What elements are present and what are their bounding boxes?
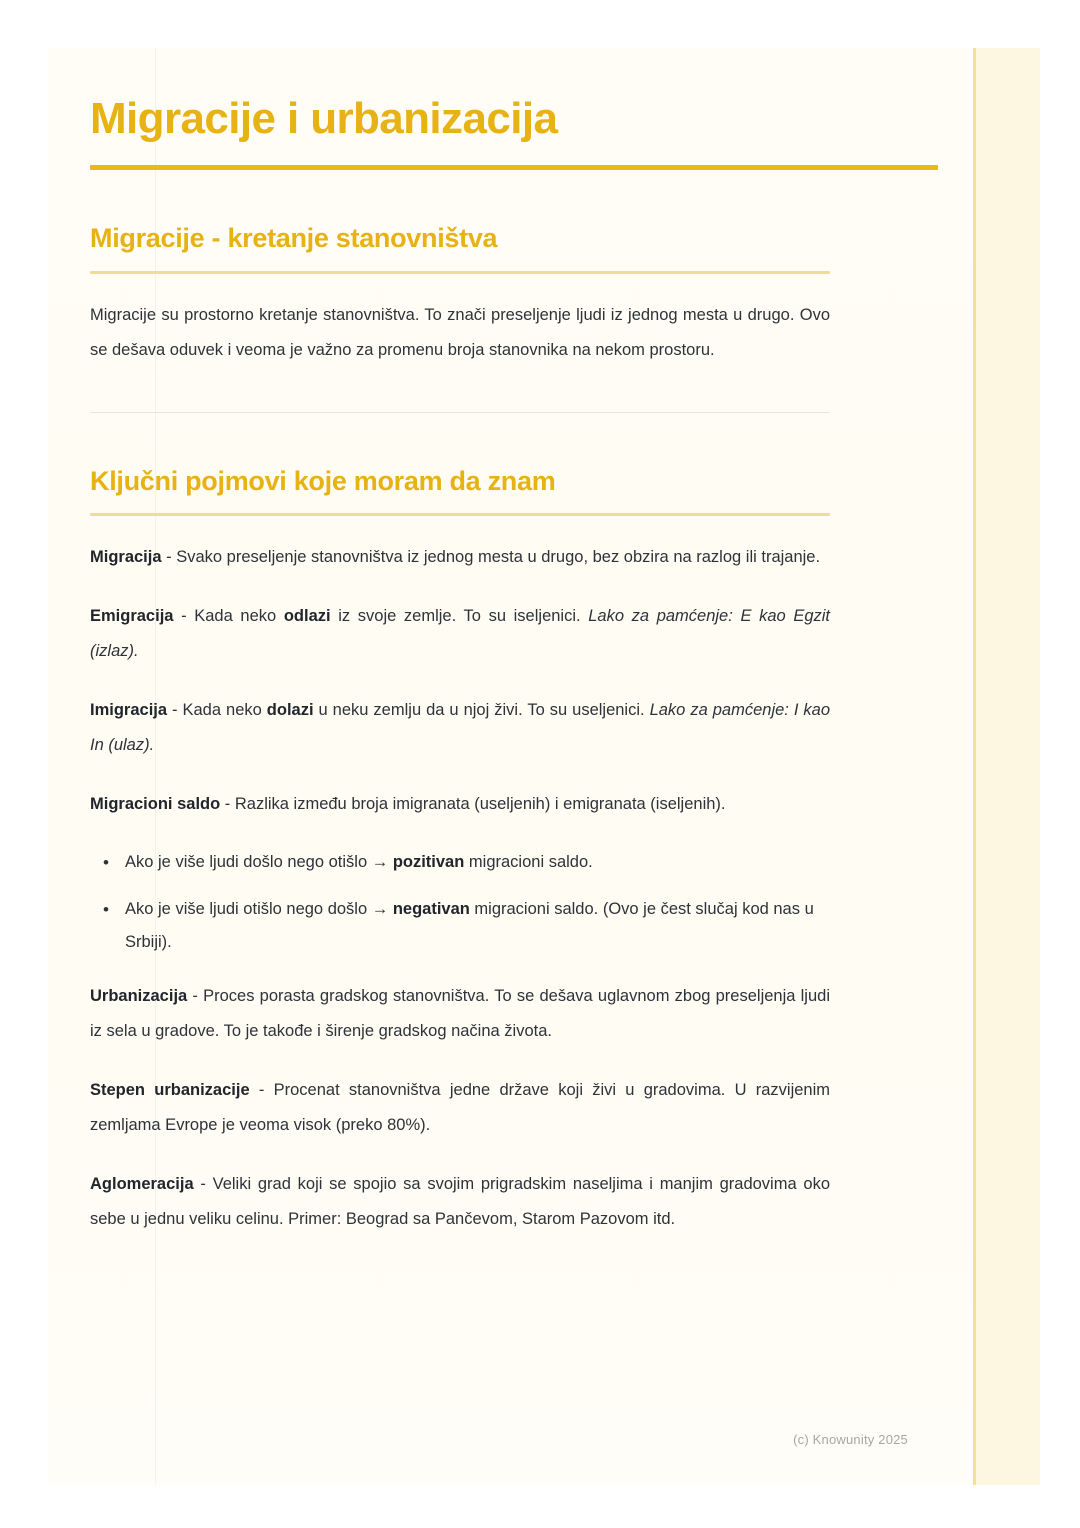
term-text-cont: u neku zemlju da u njoj živi. To su useljenici. <box>313 701 650 720</box>
term-label: Migracioni saldo <box>90 795 221 814</box>
term-text: Kada neko <box>194 607 284 626</box>
page-title: Migracije i urbanizacija <box>90 94 558 143</box>
term-label: Stepen urbanizacije <box>90 1081 250 1100</box>
term-label: Emigracija <box>90 607 174 626</box>
term-dash: - <box>220 795 235 814</box>
bullet-text: Ako je više ljudi otišlo nego došlo → <box>125 900 393 919</box>
term-text: Kada neko <box>182 701 267 720</box>
term-text: Veliki grad koji se spojio sa svojim prigradskim naseljima i manjim gradovima oko sebe u jednu veliku celinu. Primer: Beograd sa Pančevom, Starom Pazovom itd. <box>90 1175 830 1229</box>
term-label: Imigracija <box>90 701 168 720</box>
saldo-bullet-list <box>90 822 830 959</box>
term-migracija <box>90 516 830 575</box>
term-imigracija <box>90 669 830 763</box>
term-text: Proces porasta gradskog stanovništva. To se dešava uglavnom zbog preseljenja ljudi iz sela u gradove. To je takođe i širenje gradskog načina života. <box>90 987 830 1041</box>
bullet-emphasis: negativan <box>392 900 470 919</box>
term-dash: - <box>249 1081 274 1100</box>
term-emphasis: odlazi <box>283 607 331 626</box>
bullet-text-cont: migracioni saldo. (Ovo je čest slučaj kod nas u Srbiji). <box>125 900 814 952</box>
list-item <box>90 832 830 879</box>
copyright-watermark: (c) Knowunity 2025 <box>793 1432 908 1447</box>
term-text: Svako preseljenje stanovništva iz jednog mesta u drugo, bez obzira na razlog ili trajanje. <box>176 548 821 567</box>
term-text: Razlika između broja imigranata (useljenih) i emigranata (iseljenih). <box>234 795 726 814</box>
bullet-emphasis: pozitivan <box>392 853 465 872</box>
term-aglomeracija <box>90 1143 830 1237</box>
term-urbanizacija <box>90 959 830 1049</box>
term-migracioni-saldo <box>90 763 830 822</box>
note-page <box>48 48 1040 1485</box>
term-dash: - <box>187 987 204 1006</box>
term-stepen-urbanizacije <box>90 1049 830 1143</box>
list-item <box>90 879 830 959</box>
term-emphasis: dolazi <box>266 701 314 720</box>
bullet-text: Ako je više ljudi došlo nego otišlo → <box>125 853 393 872</box>
term-label: Aglomeracija <box>90 1175 194 1194</box>
page-edge-band-line <box>973 48 976 1485</box>
term-label: Migracija <box>90 548 162 567</box>
term-dash: - <box>173 607 195 626</box>
term-dash: - <box>161 548 177 567</box>
page-edge-band <box>975 48 1040 1485</box>
intro-paragraph: Migracije su prostorno kretanje stanovništva. To znači preseljenje ljudi iz jednog mesta u drugo. Ovo se dešava oduvek i veoma je važno za promenu broja stanovnika na nekom prostoru. <box>90 305 830 359</box>
term-mnemonic: Lako za pamćenje: E kao Egzit (izlaz). <box>90 607 831 661</box>
term-text-cont: iz svoje zemlje. To su iseljenici. <box>330 607 589 626</box>
bullet-text-cont: migracioni saldo. <box>464 853 593 872</box>
term-mnemonic: Lako za pamćenje: I kao In (ulaz). <box>90 701 831 755</box>
term-dash: - <box>193 1175 213 1194</box>
term-text: Procenat stanovništva jedne države koji živi u gradovima. U razvijenim zemljama Evrope je veoma visok (preko 80%). <box>90 1081 830 1135</box>
term-emigracija <box>90 575 830 669</box>
term-label: Urbanizacija <box>90 987 188 1006</box>
note-content <box>90 48 908 1485</box>
term-dash: - <box>167 701 183 720</box>
section-heading-migracije: Migracije - kretanje stanovništva <box>90 223 498 254</box>
section-heading-pojmovi: Ključni pojmovi koje moram da znam <box>90 465 556 496</box>
